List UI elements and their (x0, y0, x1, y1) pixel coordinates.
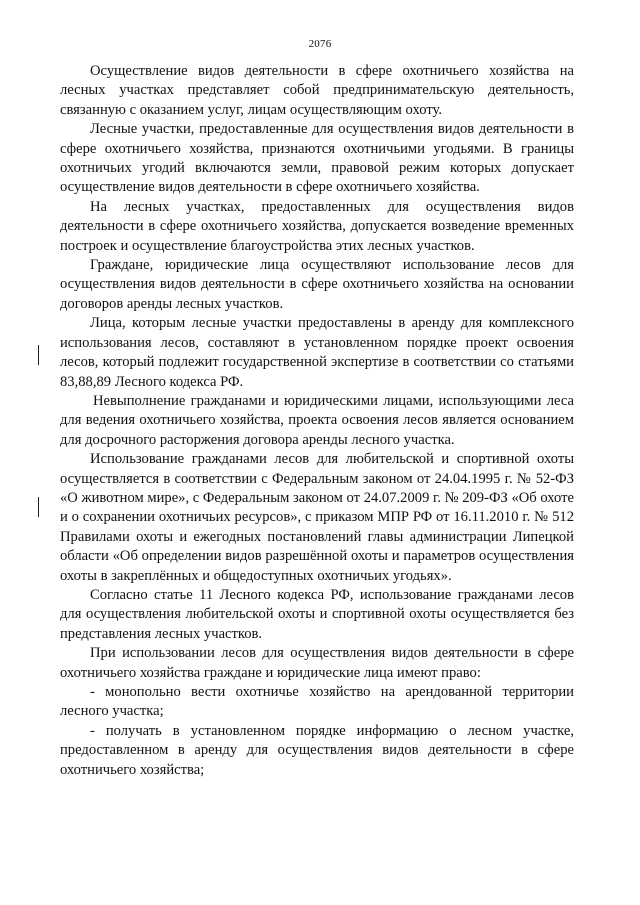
paragraph-lease-termination: Невыполнение гражданами и юридическими лицами, использующими леса для ведения охотничьего хозяйства, проекта освоения лесов является основанием для досрочного расторжения договора аренды лесного участка. (60, 392, 574, 448)
paragraph-hunting-grounds: Лесные участки, предоставленные для осуществления видов деятельности в сфере охотничьего хозяйства, признаются охотничьими угодьями. В границы охотничьих угодий включаются земли, правовой режим которых допускает осуществление видов деятельности в сфере охотничьего хозяйства. (60, 121, 574, 196)
paragraph-lease-basis: Граждане, юридические лица осуществляют использование лесов для осуществления видов деятельности в сфере охотничьего хозяйства на основании договоров аренды лесных участков. (60, 257, 574, 312)
paragraph-rights-intro: При использовании лесов для осуществления видов деятельности в сфере охотничьего хозяйства граждане и юридические лица имеют право: (60, 645, 574, 681)
document-body (60, 62, 574, 780)
revision-bar-upper (38, 345, 39, 365)
paragraph-temporary-buildings: На лесных участках, предоставленных для осуществления видов деятельности в сфере охотничьего хозяйства, допускается возведение временных построек и осуществление благоустройства этих лесных участков. (60, 198, 574, 254)
page-number: 2076 (308, 38, 332, 50)
paragraph-hunting-business: Осуществление видов деятельности в сфере охотничьего хозяйства на лесных участках представляет собой предпринимательскую деятельность, связанную с оказанием услуг, лицам осуществляющим охоту. (60, 63, 574, 118)
list-item-monopoly-right: - монопольно вести охотничье хозяйство на арендованной территории лесного участка; (60, 684, 574, 720)
paragraph-hunting-laws: Использование гражданами лесов для любительской и спортивной охоты осуществляется в соответствии с Федеральным законом от 24.04.1995 г. № 52-ФЗ «О животном мире», с Федеральным законом от 24.07.2009 г. № 209-ФЗ «Об охоте и о сохранении охотничьих ресурсов», с приказом МПР РФ от 16.11.2010 г. № 512 Правилами охоты и ежегодных постановлений главы администрации Липецкой области «Об определении видов разрешённой охоты и параметров осуществления охоты в закреплённых и общедоступных охотничьих угодьях». (60, 451, 575, 584)
revision-bar-lower (38, 497, 39, 517)
paragraph-forest-project: Лица, которым лесные участки предоставлены в аренду для комплексного использования лесов, составляют в установленном порядке проект освоения лесов, который подлежит государственной экспертизе в соответствии со статьями 83,88,89 Лесного кодекса РФ. (60, 315, 574, 390)
paragraph-article-11: Согласно статье 11 Лесного кодекса РФ, использование гражданами лесов для осуществления любительской охоты и спортивной охоты осуществляется без представления лесных участков. (60, 586, 574, 642)
list-item-information-right: - получать в установленном порядке информацию о лесном участке, предоставленном в аренду для осуществления видов деятельности в сфере охотничьего хозяйства; (60, 722, 574, 778)
